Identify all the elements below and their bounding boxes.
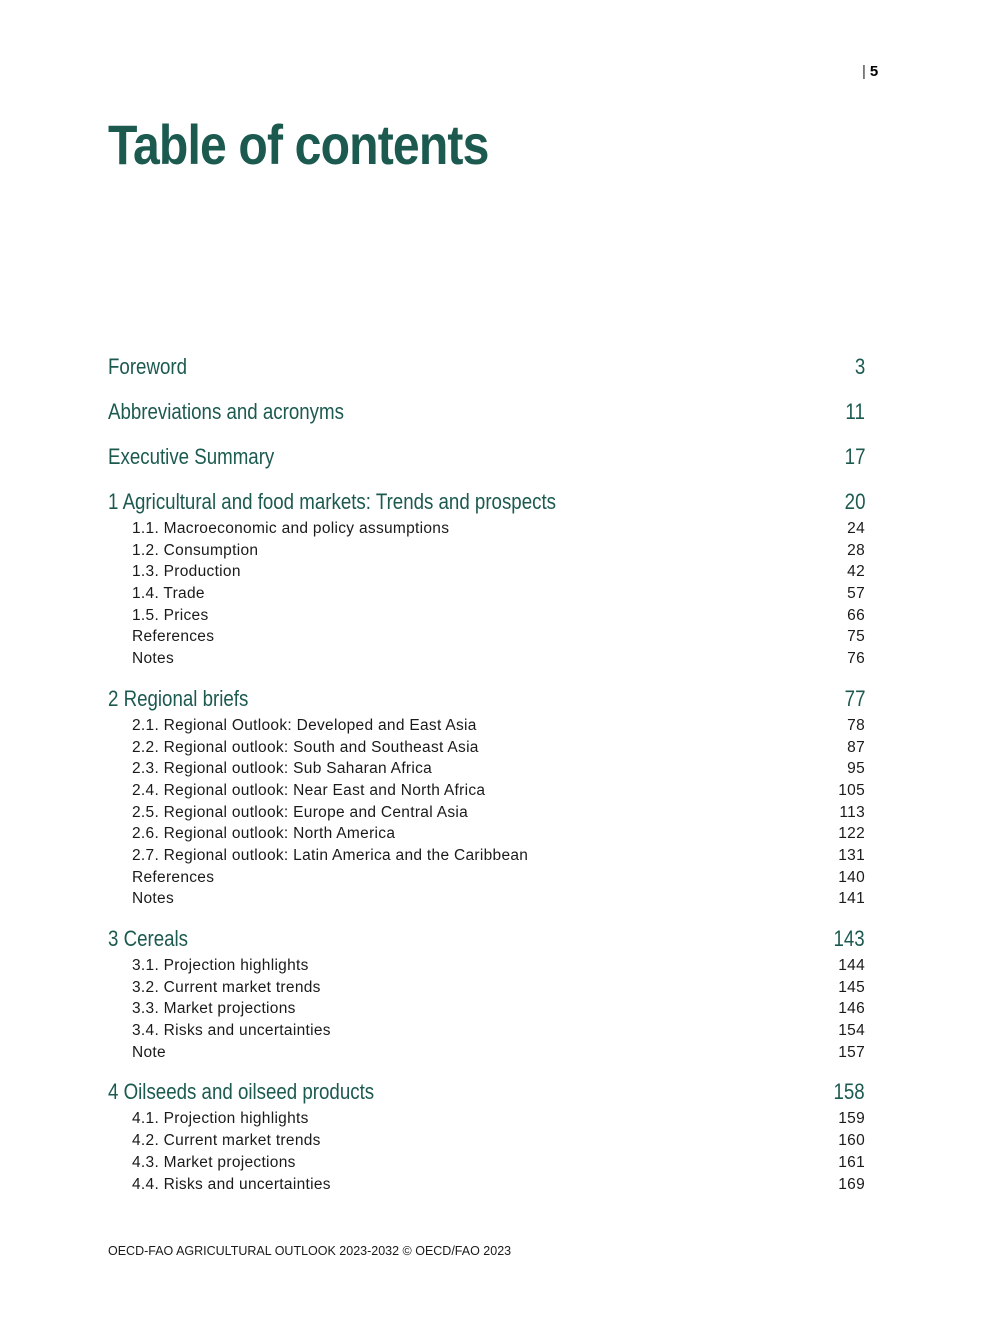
toc-section-page: 75 [847,628,865,646]
toc-section-entry[interactable] [108,715,865,737]
toc-chapter-label: Abbreviations and acronyms [108,399,344,424]
toc-section-label: 1.1. Macroeconomic and policy assumptions [132,520,450,537]
toc-section-label: 2.4. Regional outlook: Near East and North Africa [132,781,486,799]
toc-section-entry[interactable] [108,823,865,845]
page-number-separator: | [862,63,866,80]
toc-section-entry[interactable] [108,583,865,605]
toc-section-page: 140 [838,868,865,886]
toc-section-label: Notes [132,890,174,908]
toc-section-label: Notes [132,650,174,668]
toc-section-page: 157 [838,1043,865,1061]
toc-section-label: References [132,628,215,646]
toc-section-page: 87 [847,738,865,756]
toc-chapter-entry[interactable] [108,682,865,715]
toc-chapter-entry[interactable] [108,395,865,428]
toc-chapter-label: 4 Oilseeds and oilseed products [108,1079,375,1105]
page-title: Table of contents [108,113,489,176]
toc-section-label: 2.6. Regional outlook: North America [132,825,396,843]
toc-section-label: 2.5. Regional outlook: Europe and Central Asia [132,803,469,821]
toc-section-page: 113 [839,803,865,821]
toc-section-page: 146 [838,1000,865,1018]
toc-section-entry[interactable] [108,867,865,889]
toc-section-entry[interactable] [108,802,865,824]
toc-section-label: References [132,868,215,886]
toc-chapter-label: Foreword [108,354,187,379]
toc-section-entry[interactable] [108,626,865,648]
toc-section-label: 2.2. Regional outlook: South and Southeast Asia [132,738,479,756]
toc-chapter-label: 3 Cereals [108,926,189,951]
toc-section-entry[interactable] [108,780,865,802]
toc-section-entry[interactable] [108,605,865,627]
toc-section-entry[interactable] [108,845,865,867]
toc-section-page: 161 [838,1153,865,1171]
toc-section-entry[interactable] [108,998,865,1020]
footer-copyright: OECD-FAO AGRICULTURAL OUTLOOK 2023-2032 © OECD/FAO 2023 [108,1244,512,1258]
toc-chapter-page: 20 [844,489,865,514]
toc-section-page: 78 [847,716,865,734]
toc-section-label: Note [132,1043,166,1061]
toc-chapter-entry[interactable] [108,350,865,383]
toc-section-entry[interactable] [108,737,865,759]
page-number-value: 5 [869,63,879,80]
toc-section-page: 159 [838,1110,865,1128]
toc-chapter-page: 143 [833,926,865,951]
page-number [862,63,878,80]
toc-section-label: 1.3. Production [132,563,241,581]
toc-section-label: 2.7. Regional outlook: Latin America and the Caribbean [132,846,529,864]
toc-section-entry[interactable] [108,1020,865,1042]
toc-section-entry[interactable] [108,955,865,977]
toc-section-page: 141 [838,890,865,908]
toc-section-entry[interactable] [108,1174,865,1196]
toc-chapter-page: 77 [844,685,865,711]
toc-section-entry[interactable] [108,1108,865,1130]
toc-section-label: 1.4. Trade [132,585,205,603]
toc-section-label: 1.5. Prices [132,606,209,624]
toc-section-label: 2.3. Regional outlook: Sub Saharan Africa [132,760,433,778]
toc-section-entry[interactable] [108,518,865,540]
toc-chapter-entry[interactable] [108,485,865,518]
toc-section-entry[interactable] [108,1152,865,1174]
toc-chapter-page: 17 [844,444,865,469]
toc-section-entry[interactable] [108,561,865,583]
toc-section-page: 144 [838,957,865,974]
toc-section-page: 66 [847,606,865,624]
toc-section-entry[interactable] [108,648,865,670]
toc-section-page: 28 [847,541,865,559]
toc-section-page: 57 [847,585,865,603]
toc-section-entry[interactable] [108,977,865,999]
toc-section-label: 4.1. Projection highlights [132,1110,309,1128]
table-of-contents [108,350,865,1195]
toc-section-entry[interactable] [108,888,865,910]
toc-section-page: 105 [838,781,865,799]
toc-section-label: 4.2. Current market trends [132,1132,321,1150]
toc-section-page: 76 [847,650,865,668]
toc-section-page: 169 [838,1175,865,1193]
toc-chapter-page: 3 [854,354,865,379]
toc-chapter-entry[interactable] [108,440,865,473]
toc-section-page: 131 [838,846,865,864]
toc-chapter-label: 2 Regional briefs [108,685,249,711]
toc-chapter-label: Executive Summary [108,444,275,469]
toc-section-page: 24 [847,520,865,537]
toc-section-entry[interactable] [108,1042,865,1064]
toc-section-entry[interactable] [108,540,865,562]
toc-chapter-page: 11 [845,399,865,424]
toc-section-label: 3.1. Projection highlights [132,957,309,974]
toc-section-label: 4.3. Market projections [132,1153,296,1171]
toc-chapter-page: 158 [833,1079,865,1105]
toc-section-label: 3.3. Market projections [132,1000,296,1018]
toc-section-page: 145 [838,978,865,996]
toc-section-label: 3.4. Risks and uncertainties [132,1022,331,1040]
toc-section-label: 4.4. Risks and uncertainties [132,1175,331,1193]
toc-chapter-entry[interactable] [108,1075,865,1108]
toc-section-entry[interactable] [108,1130,865,1152]
toc-chapter-label: 1 Agricultural and food markets: Trends and prospects [108,489,557,514]
toc-section-page: 95 [847,760,865,778]
toc-section-label: 1.2. Consumption [132,541,259,559]
toc-section-page: 42 [847,563,865,581]
toc-section-page: 160 [838,1132,865,1150]
toc-chapter-entry[interactable] [108,922,865,955]
toc-section-page: 122 [838,825,865,843]
toc-section-label: 3.2. Current market trends [132,978,321,996]
toc-section-label: 2.1. Regional Outlook: Developed and East Asia [132,716,477,734]
toc-section-page: 154 [838,1022,865,1040]
toc-section-entry[interactable] [108,758,865,780]
